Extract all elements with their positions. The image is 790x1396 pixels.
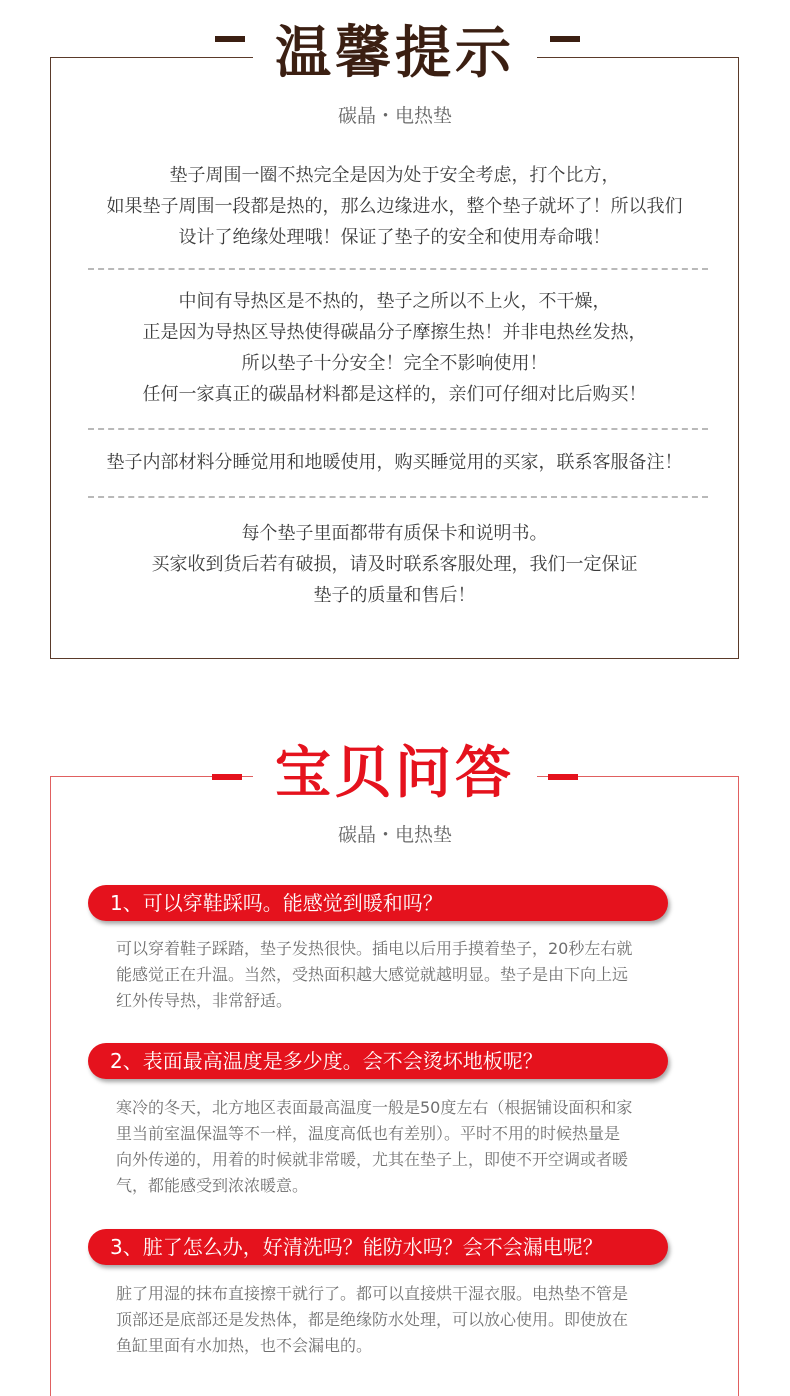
text-line: 红外传导热，非常舒适。 [116,991,293,1010]
text-line: 正是因为导热区导热使得碳晶分子摩擦生热！并非电热丝发热， [142,322,647,343]
text-line: 垫子内部材料分睡觉用和地暖使用，购买睡觉用的买家，联系客服备注！ [106,452,683,473]
qa-subtitle: 碳晶・电热垫 [337,824,452,846]
text-line: 鱼缸里面有水加热，也不会漏电的。 [116,1336,373,1355]
text-line: 向外传递的，用着的时候就非常暖，尤其在垫子上，即使不开空调或者暖 [116,1150,629,1169]
text-line: 能感觉正在升温。当然，受热面积越大感觉就越明显。垫子是由下向上远 [116,965,629,984]
answer-2 [116,1095,696,1199]
text-line: 顶部还是底部还是发热体，都是绝缘防水处理，可以放心使用。即使放在 [116,1310,629,1329]
text-line: 任何一家真正的碳晶材料都是这样的，亲们可仔细对比后购买！ [142,384,647,405]
text-line: 每个垫子里面都带有质保卡和说明书。 [241,523,548,544]
tips-title: 温馨提示 [253,18,537,90]
dashed-divider [88,428,708,430]
tips-subtitle: 碳晶・电热垫 [337,105,452,127]
text-line: 垫子的质量和售后！ [313,585,476,606]
text-line: 中间有导热区是不热的，垫子之所以不上火，不干燥， [178,291,611,312]
dashed-divider [88,496,708,498]
answer-3 [116,1281,696,1359]
text-line: 买家收到货后若有破损，请及时联系客服处理，我们一定保证 [151,554,638,575]
text-line: 垫子周围一圈不热完全是因为处于安全考虑，打个比方， [169,165,620,186]
tips-paragraph-1 [50,160,739,253]
tips-paragraph-2 [50,286,739,410]
question-banner-2: 2、表面最高温度是多少度。会不会烫坏地板呢？ [88,1043,668,1079]
qa-title: 宝贝问答 [253,738,537,810]
tips-paragraph-4 [50,518,739,611]
tips-paragraph-3 [50,447,739,478]
text-line: 脏了用湿的抹布直接擦干就行了。都可以直接烘干湿衣服。电热垫不管是 [116,1284,629,1303]
text-line: 所以垫子十分安全！完全不影响使用！ [241,353,548,374]
question-banner-3: 3、脏了怎么办，好清洗吗？能防水吗？会不会漏电呢？ [88,1229,668,1265]
question-banner-1: 1、可以穿鞋踩吗。能感觉到暖和吗？ [88,885,668,921]
text-line: 气，都能感受到浓浓暖意。 [116,1176,309,1195]
text-line: 设计了绝缘处理哦！保证了垫子的安全和使用寿命哦！ [178,227,611,248]
dashed-divider [88,268,708,270]
text-line: 可以穿着鞋子踩踏，垫子发热很快。插电以后用手摸着垫子，20秒左右就 [116,939,633,958]
text-line: 寒冷的冬天，北方地区表面最高温度一般是50度左右（根据铺设面积和家 [116,1098,633,1117]
answer-1 [116,936,696,1014]
text-line: 如果垫子周围一段都是热的，那么边缘进水，整个垫子就坏了！所以我们 [106,196,683,217]
text-line: 里当前室温保温等不一样，温度高低也有差别）。平时不用的时候热量是 [116,1124,621,1143]
